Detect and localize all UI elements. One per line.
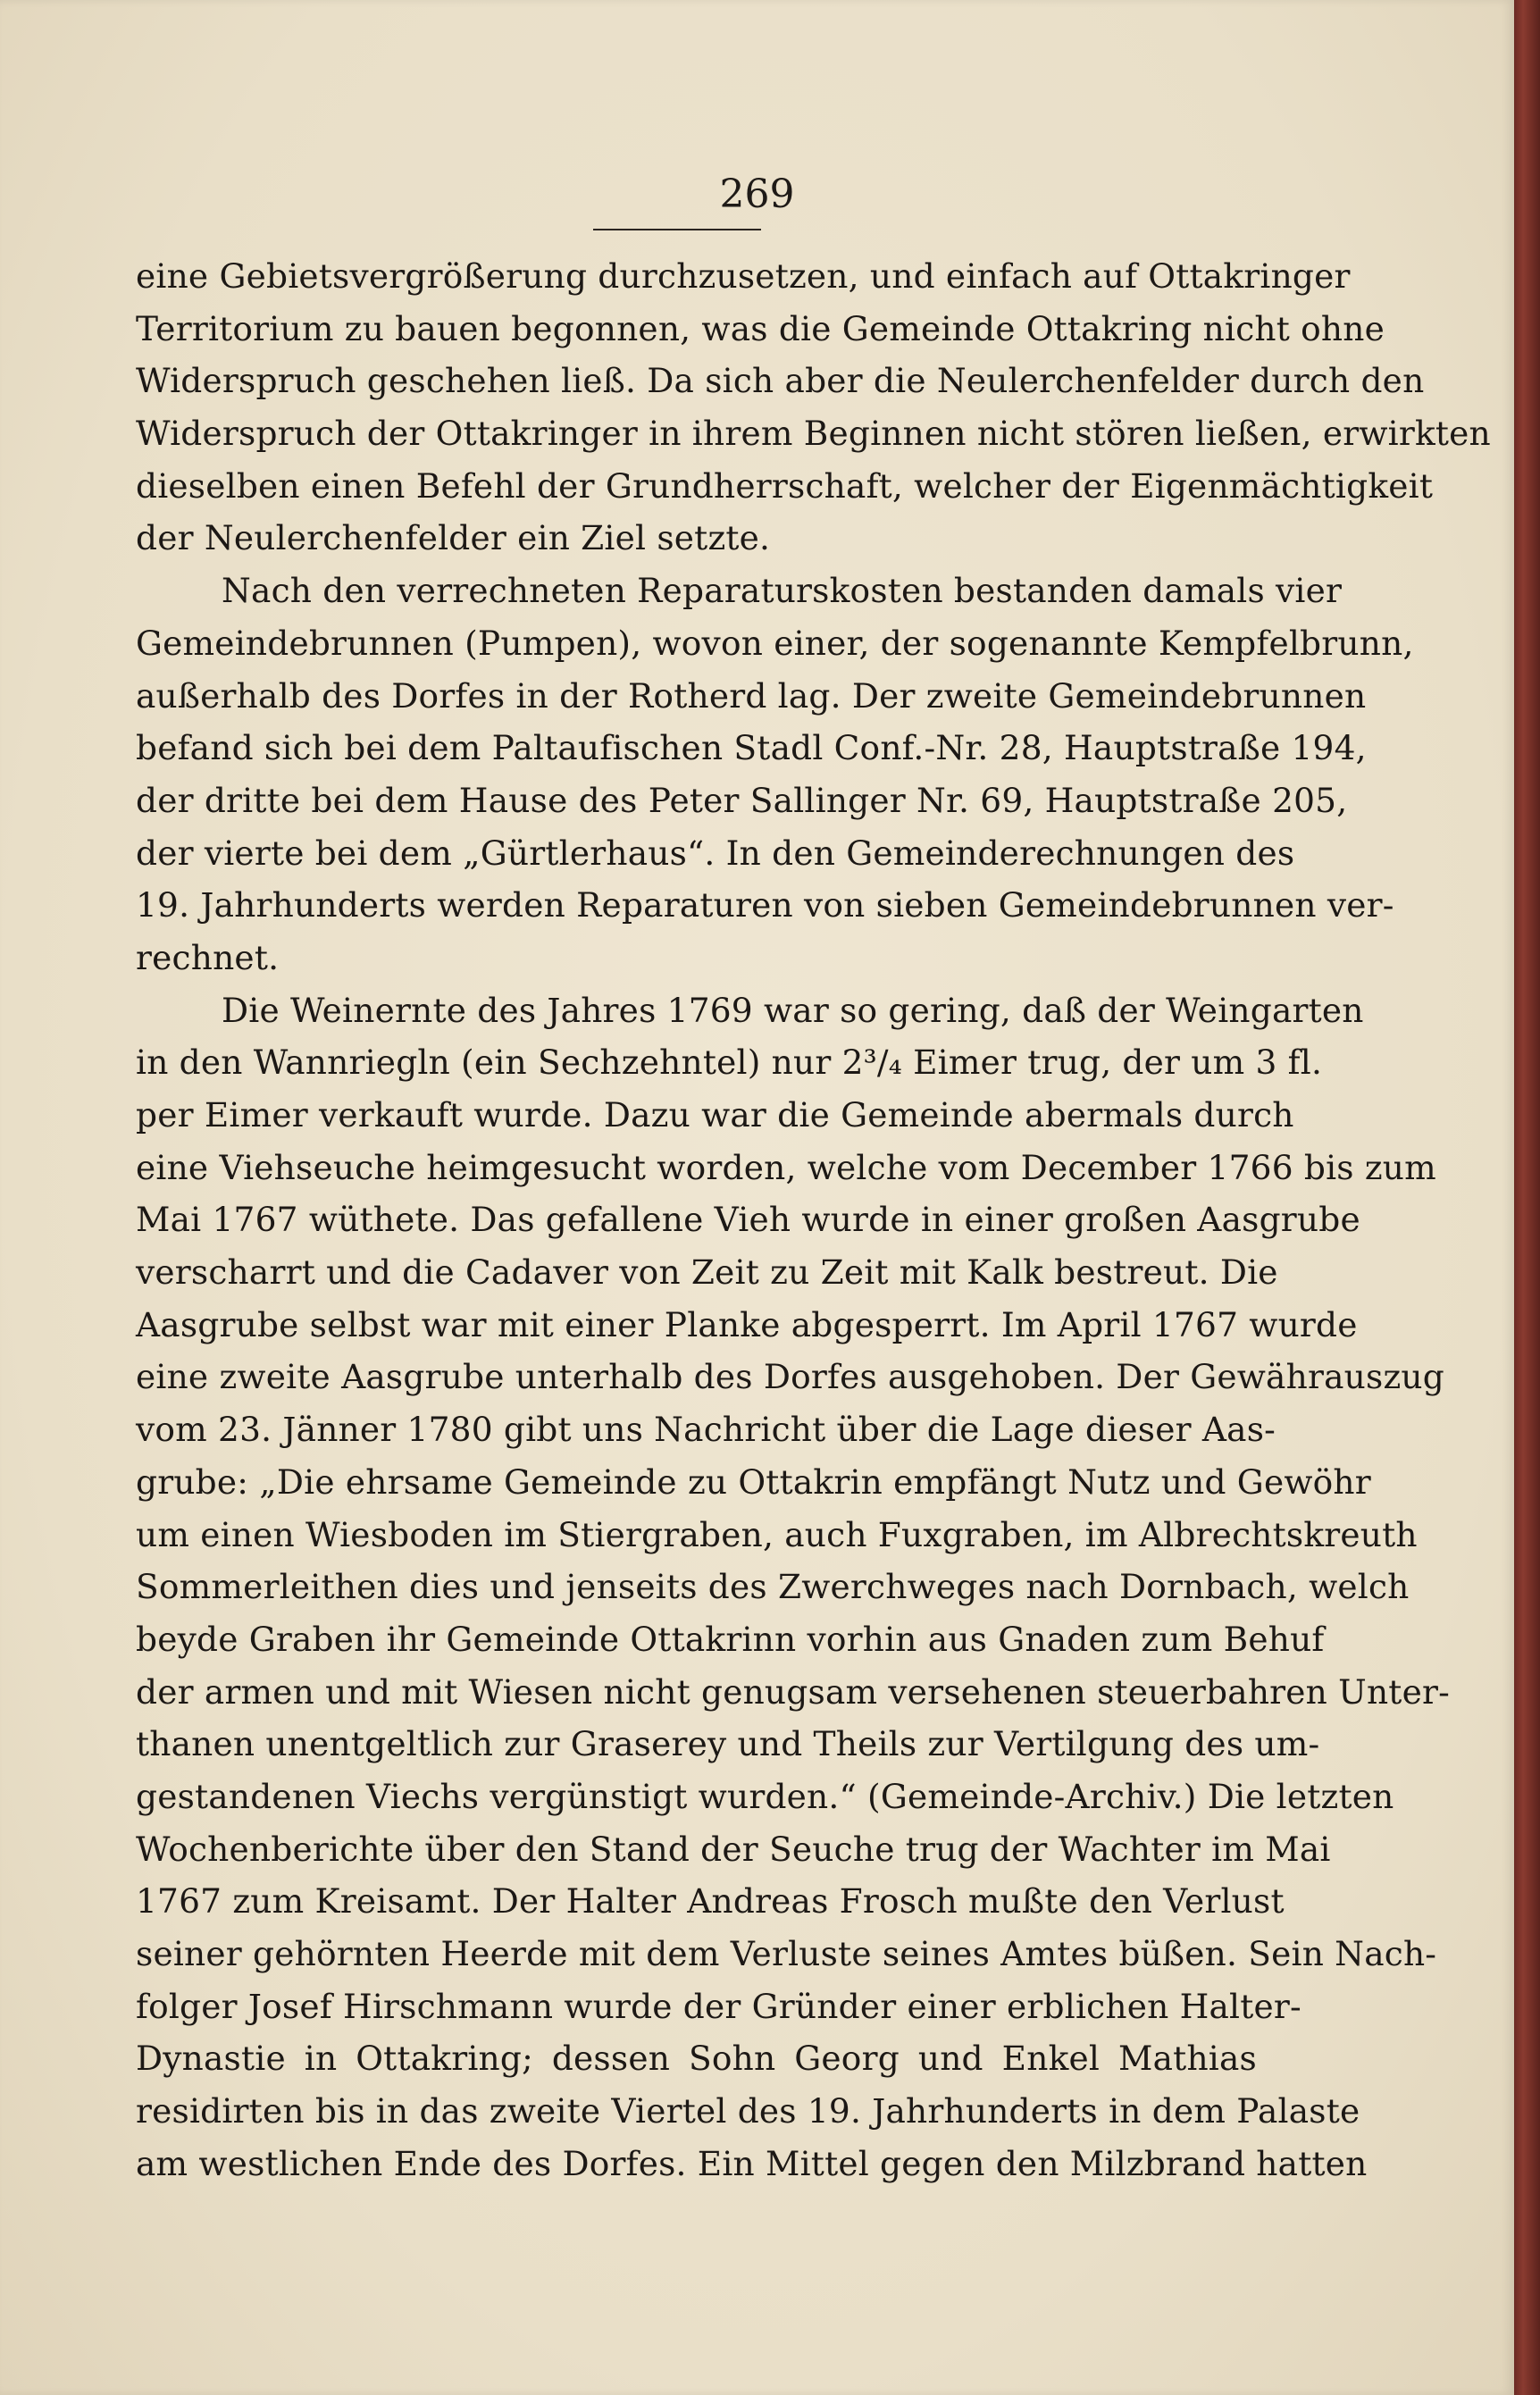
text-line: Dynastie in Ottakring; dessen Sohn Georg und Enkel Mathias [136, 2039, 1257, 2079]
text-line: seiner gehörnten Heerde mit dem Verluste seines Amtes büßen. Sein Nach- [136, 1934, 1437, 1973]
paragraph-start: Die Weinernte des Jahres 1769 war so gering, daß der Weingarten [222, 990, 1364, 1030]
body-text [136, 250, 1491, 2190]
text-line: gestandenen Viechs vergünstigt wurden.“ (Gemeinde-Archiv.) Die letzten [136, 1776, 1394, 1816]
text-line: Widerspruch der Ottakringer in ihrem Beginnen nicht stören ließen, erwirkten [136, 414, 1491, 454]
text-line: eine Viehseuche heimgesucht worden, welche vom December 1766 bis zum [136, 1147, 1436, 1187]
page-number: 269 [719, 172, 795, 217]
text-line: außerhalb des Dorfes in der Rotherd lag. Der zweite Gemeindebrunnen [136, 675, 1367, 716]
text-line: eine Gebietsvergrößerung durchzusetzen, und einfach auf Ottakringer [136, 256, 1351, 296]
text-line: folger Josef Hirschmann wurde der Gründer einer erblichen Halter- [136, 1986, 1301, 2026]
text-line: eine zweite Aasgrube unterhalb des Dorfes ausgehoben. Der Gewährauszug [136, 1357, 1444, 1397]
text-line: der Neulerchenfelder ein Ziel setzte. [136, 518, 771, 558]
book-edge [1514, 0, 1540, 2395]
text-line: der armen und mit Wiesen nicht genugsam versehenen steuerbahren Unter- [136, 1671, 1450, 1712]
text-line: der dritte bei dem Hause des Peter Sallinger Nr. 69, Hauptstraße 205, [136, 780, 1348, 820]
text-line: beyde Graben ihr Gemeinde Ottakrinn vorhin aus Gnaden zum Behuf [136, 1619, 1325, 1659]
text-line: 19. Jahrhunderts werden Reparaturen von sieben Gemeindebrunnen ver- [136, 885, 1394, 925]
text-line: verscharrt und die Cadaver von Zeit zu Zeit mit Kalk bestreut. Die [136, 1252, 1278, 1293]
text-line: grube: „Die ehrsame Gemeinde zu Ottakrin empfängt Nutz und Gewöhr [136, 1461, 1371, 1502]
text-line: Territorium zu bauen begonnen, was die Gemeinde Ottakring nicht ohne [136, 308, 1385, 348]
text-line: thanen unentgeltlich zur Graserey und Theils zur Vertilgung des um- [136, 1724, 1320, 1764]
text-line: befand sich bei dem Paltaufischen Stadl Conf.-Nr. 28, Hauptstraße 194, [136, 728, 1367, 768]
text-line: residirten bis in das zweite Viertel des 19. Jahrhunderts in dem Palaste [136, 2091, 1360, 2131]
text-line: Wochenberichte über den Stand der Seuche trug der Wachter im Mai [136, 1829, 1331, 1869]
text-line: Mai 1767 wüthete. Das gefallene Vieh wurde in einer großen Aasgrube [136, 1200, 1360, 1240]
text-line: um einen Wiesboden im Stiergraben, auch Fuxgraben, im Albrechtskreuth [136, 1514, 1418, 1554]
header-rule [593, 229, 761, 230]
text-line: Gemeindebrunnen (Pumpen), wovon einer, der sogenannte Kempfelbrunn, [136, 623, 1414, 663]
text-line: rechnet. [136, 937, 280, 977]
text-line: vom 23. Jänner 1780 gibt uns Nachricht über die Lage dieser Aas- [136, 1410, 1276, 1450]
text-line: per Eimer verkauft wurde. Dazu war die Gemeinde abermals durch [136, 1095, 1294, 1135]
text-line: in den Wannriegln (ein Sechzehntel) nur 2³/₄ Eimer trug, der um 3 fl. [136, 1043, 1323, 1083]
paragraph-start: Nach den verrechneten Reparaturskosten bestanden damals vier [222, 571, 1343, 611]
text-line: Widerspruch geschehen ließ. Da sich aber die Neulerchenfelder durch den [136, 361, 1425, 401]
text-line: am westlichen Ende des Dorfes. Ein Mittel gegen den Milzbrand hatten [136, 2143, 1368, 2183]
text-line: Aasgrube selbst war mit einer Planke abgesperrt. Im April 1767 wurde [136, 1304, 1358, 1344]
text-line: 1767 zum Kreisamt. Der Halter Andreas Frosch mußte den Verlust [136, 1881, 1285, 1922]
text-line: dieselben einen Befehl der Grundherrschaft, welcher der Eigenmächtigkeit [136, 465, 1434, 506]
text-line: der vierte bei dem „Gürtlerhaus“. In den Gemeinderechnungen des [136, 833, 1295, 873]
text-line: Sommerleithen dies und jenseits des Zwerchweges nach Dornbach, welch [136, 1567, 1410, 1607]
